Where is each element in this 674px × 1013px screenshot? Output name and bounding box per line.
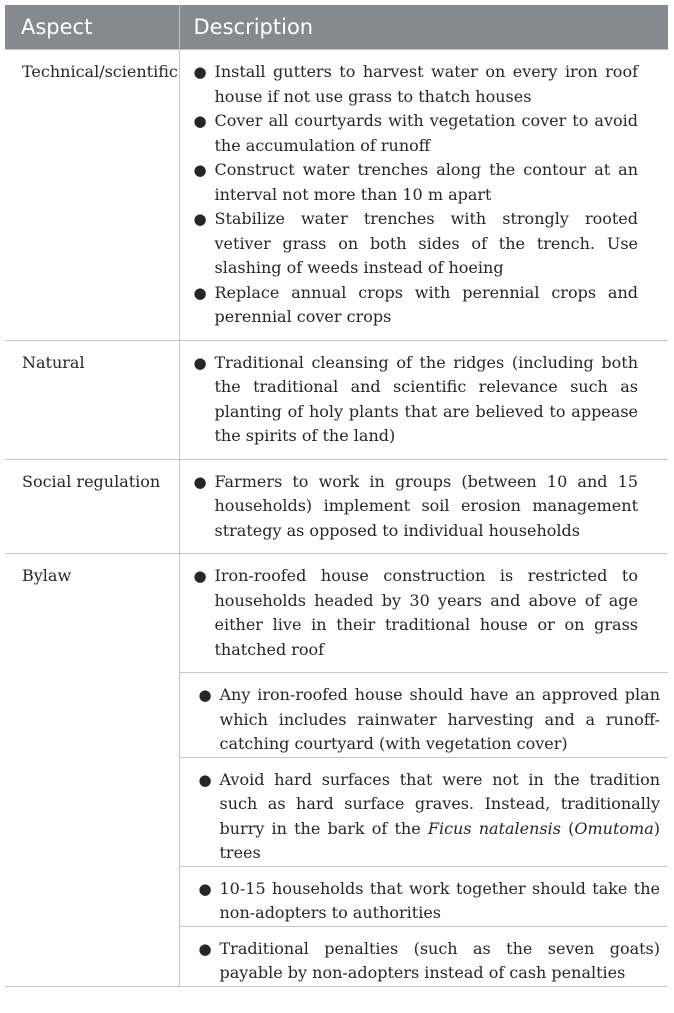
local-name: Omutoma — [574, 818, 654, 838]
bullet-icon: ● — [193, 161, 207, 179]
bullet-icon: ● — [193, 567, 207, 585]
bullet-icon: ● — [193, 472, 207, 491]
bullet-icon: ● — [198, 939, 212, 958]
list-item: ● Avoid hard surfaces that were not in the tradition such as hard surface graves. Instead, traditionally burry in the bark of the Ficus natalensis (Omutoma) trees — [198, 769, 661, 862]
list-item: ● Replace annual crops with perennial crops and perennial cover crops — [193, 282, 638, 326]
description-cell — [179, 554, 668, 673]
description-list — [197, 877, 661, 926]
list-item: ● Install gutters to harvest water on every iron roof house if not use grass to thatch houses — [193, 62, 638, 106]
description-cell — [179, 340, 668, 459]
description-cell — [179, 757, 668, 866]
aspect-cell: Technical/scientific — [5, 50, 179, 341]
description-list — [192, 351, 639, 449]
list-item: ● Cover all courtyards with vegetation cover to avoid the accumulation of runoff — [193, 111, 638, 155]
aspect-cell: Natural — [5, 340, 179, 459]
description-list — [192, 60, 639, 330]
bullet-icon: ● — [198, 770, 212, 789]
list-item: ● Stabilize water trenches with strongly rooted vetiver grass on both sides of the trench. Use slashing of weeds instead of hoeing — [193, 209, 638, 277]
description-cell — [179, 673, 668, 758]
bullet-icon: ● — [193, 112, 207, 130]
list-item: ● Construct water trenches along the contour at an interval not more than 10 m apart — [193, 160, 638, 204]
table-row — [5, 50, 668, 341]
header-row — [5, 5, 668, 50]
description-list — [192, 470, 639, 544]
description-cell — [179, 926, 668, 986]
table-row — [5, 459, 668, 554]
description-cell — [179, 866, 668, 926]
bullet-icon: ● — [193, 353, 207, 372]
description-list — [197, 937, 661, 986]
aspect-cell: Social regulation — [5, 459, 179, 554]
bullet-icon: ● — [193, 283, 207, 302]
list-item: ● Iron-roofed house construction is restricted to households headed by 30 years and above of age either live in their traditional house or on grass thatched roof — [193, 566, 638, 659]
description-list — [197, 683, 661, 757]
description-cell — [179, 50, 668, 341]
description-list — [197, 768, 661, 866]
list-item: ● Farmers to work in groups (between 10 and 15 households) implement soil erosion management strategy as opposed to individual households — [193, 471, 638, 540]
measures-table — [5, 5, 668, 987]
species-name: Ficus natalensis — [427, 818, 561, 838]
bullet-icon: ● — [193, 210, 207, 228]
bullet-icon: ● — [198, 686, 212, 704]
aspect-cell: Bylaw — [5, 554, 179, 987]
list-item: ● Traditional penalties (such as the seven goats) payable by non-adopters instead of cash penalties — [198, 938, 660, 982]
table-row — [5, 340, 668, 459]
header-description: Description — [179, 5, 668, 50]
header-aspect: Aspect — [5, 5, 179, 50]
description-cell — [179, 459, 668, 554]
list-item: ● 10-15 households that work together should take the non-adopters to authorities — [198, 878, 660, 922]
bullet-icon: ● — [198, 879, 212, 898]
description-list — [192, 564, 639, 662]
table-row — [5, 554, 668, 673]
list-item: ● Any iron-roofed house should have an approved plan which includes rainwater harvesting and a runoff-catching courtyard (with vegetation cover) — [198, 685, 660, 753]
list-item: ● Traditional cleansing of the ridges (including both the traditional and scientific relevance such as planting of holy plants that are believed to appease the spirits of the land) — [193, 352, 638, 445]
bullet-icon: ● — [193, 63, 207, 81]
